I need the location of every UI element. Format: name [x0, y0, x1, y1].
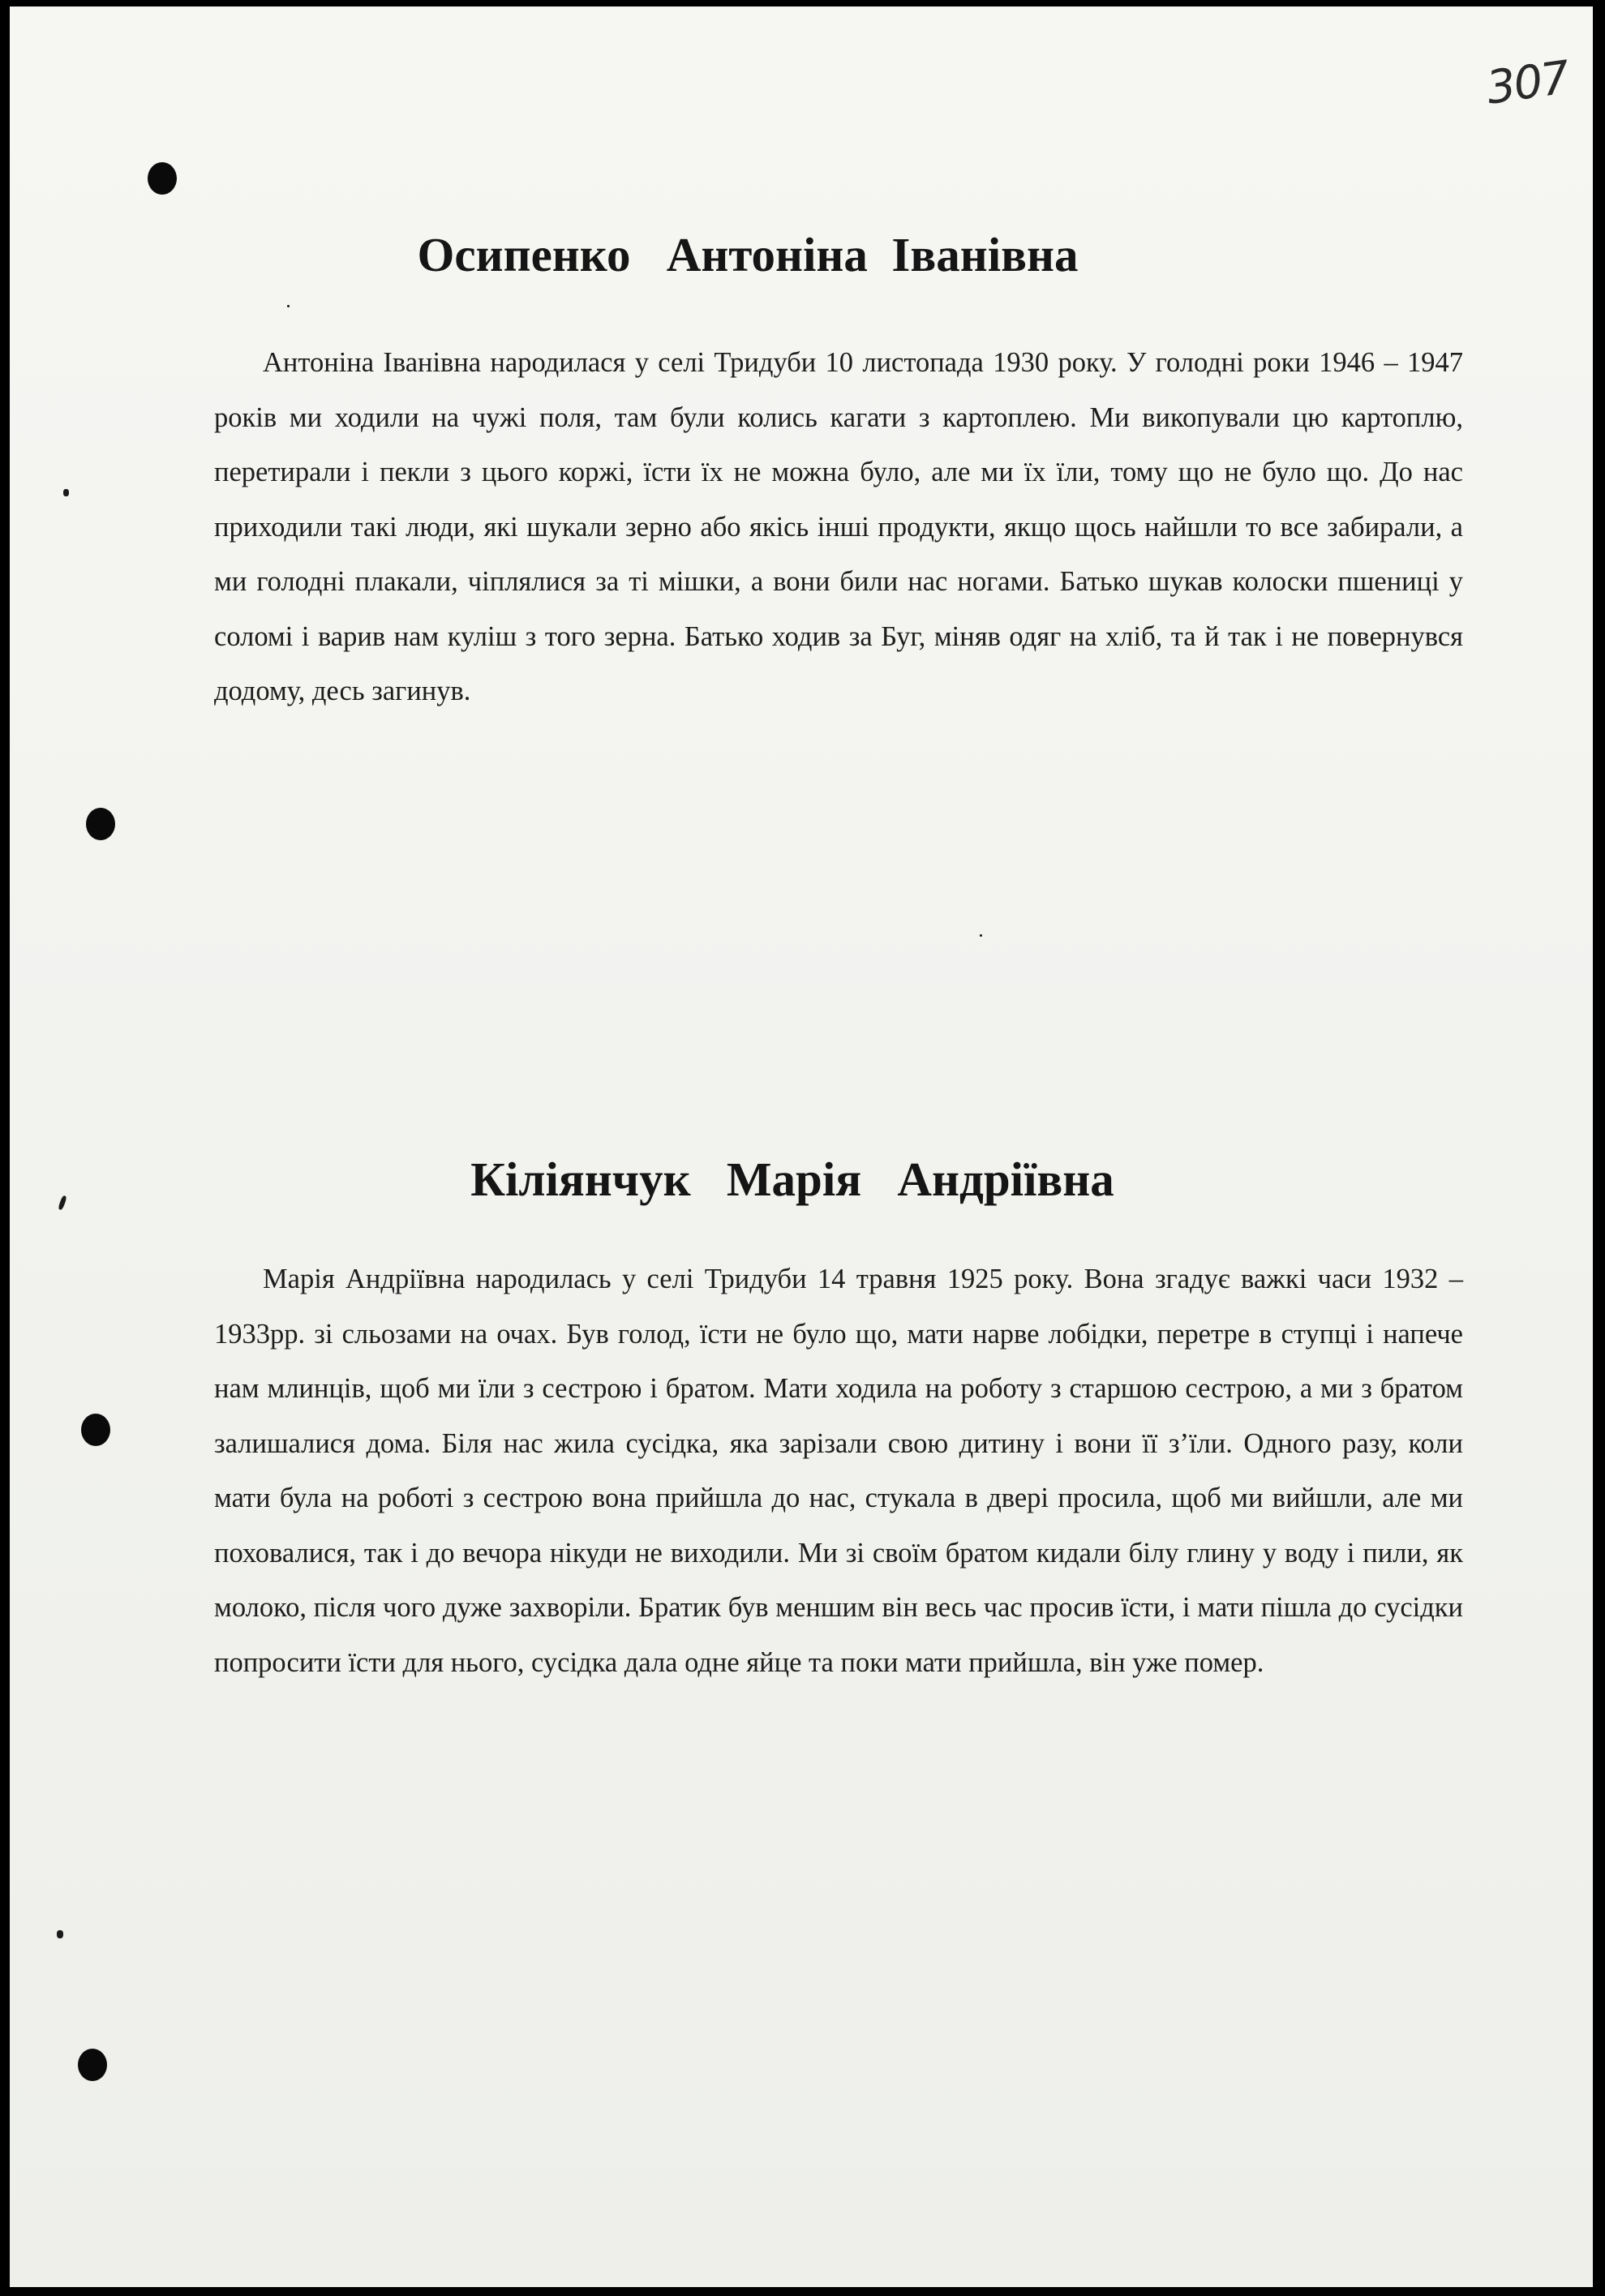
document-page — [10, 6, 1593, 2287]
punch-hole — [78, 2049, 107, 2081]
paper-mark — [980, 934, 982, 937]
paper-mark — [287, 305, 290, 307]
paper-mark — [57, 1930, 63, 1938]
section-body-osypenko: Антоніна Іванівна народилася у селі Тридуби 10 листопада 1930 року. У голодні роки 1946 – 1947 років ми ходили на чужі поля, там були колись кагати з картоплею. Ми викопували цю картоплю, перетирали і пекли з цього коржі, їсти їх не можна було, але ми їх їли, тому що не було що. До нас приходили такі люди, які шукали зерно або якісь інші продукти, якщо щось найшли то все забирали, а ми голодні плакали, чіплялися за ті мішки, а вони били нас ногами. Батько шукав колоски пшениці у соломі і варив нам куліш з того зерна. Батько ходив за Буг, міняв одяг на хліб, та й так і не повернувся додому, десь загинув. — [214, 347, 1463, 706]
section-body-kiliianchuk: Марія Андріївна народилась у селі Тридуби 14 травня 1925 року. Вона згадує важкі часи 1932 – 1933рр. зі сльозами на очах. Був голод, їсти не було що, мати нарве лобідки, перетре в ступці і напече нам млинців, щоб ми їли з сестрою і братом. Мати ходила на роботу з старшою сестрою, а ми з братом залишалися дома. Біля нас жила сусідка, яка зарізали свою дитину і вони її з’їли. Одного разу, коли мати була на роботі з сестрою вона прийшла до нас, стукала в двері просила, щоб ми вийшли, але ми поховалися, так і до вечора нікуди не виходили. Ми зі своїм братом кидали білу глину у воду і пили, як молоко, після чого дуже захворіли. Братик був меншим він весь час просив їсти, і мати пішла до сусідки попросити їсти для нього, сусідка дала одне яйце та поки мати прийшла, він уже помер. — [214, 1264, 1463, 1678]
section-title-kiliianchuk: Кіліянчук Марія Андріївна — [470, 1152, 1114, 1206]
punch-hole — [86, 808, 115, 840]
handwritten-page-number: 307 — [1483, 51, 1573, 115]
punch-hole — [148, 162, 177, 195]
paper-mark — [63, 489, 69, 496]
punch-hole — [81, 1414, 110, 1446]
section-title-osypenko: Осипенко Антоніна Іванівна — [417, 228, 1079, 281]
